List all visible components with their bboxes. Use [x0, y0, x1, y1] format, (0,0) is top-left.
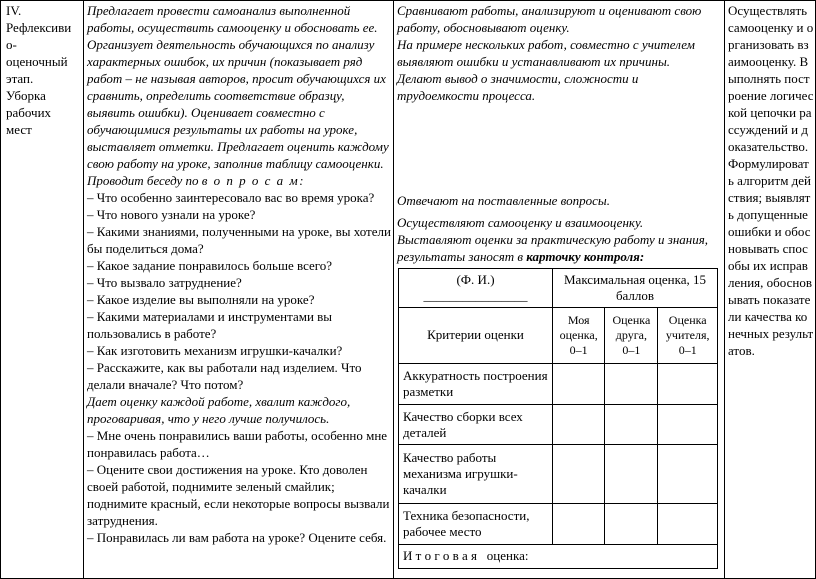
student-text: Осуществляют самооценку и взаимооценку. [397, 215, 644, 230]
question-item: – Какими знаниями, полученными на уроке, вы хотели бы поделиться дома? [87, 224, 391, 256]
score-cell[interactable] [553, 504, 605, 545]
control-card-table [398, 268, 718, 569]
score-cell[interactable] [605, 364, 658, 405]
question-item: – Что особенно заинтересовало вас во время урока? [87, 190, 375, 205]
criteria-row [399, 404, 718, 445]
max-score-cell: Максимальная оценка, 15 баллов [553, 269, 718, 308]
friend-score-header: Оценка друга, 0–1 [605, 307, 658, 364]
closing-item: – Оцените свои достижения на уроке. Кто доволен своей работой, поднимите зеленый смайлик; поднимите красный, если некоторые вопросы вызвали затруднения. [87, 462, 390, 528]
student-text: Отвечают на поставленные вопросы. [397, 193, 610, 208]
stage-line: Рефлексиви [6, 20, 72, 35]
score-cell[interactable] [658, 404, 718, 445]
uud-text: Осуществлять самооценку и организовать взаимооценку. Выполнять построение логической цепочки рассуждений и доказательство. Формулировать алгоритм действия; выявлять допущенные ошибки и обосновывать способы их исправления, обосновывать показатели качества конечных результатов. [728, 3, 814, 358]
stage-line: о- [6, 37, 17, 52]
control-card-columns-row [399, 307, 718, 364]
student-text: Сравнивают работы, анализируют и оценивают свою работу, обосновывают оценку. [397, 3, 702, 35]
score-cell[interactable] [553, 364, 605, 405]
stage-line: Уборка [6, 88, 46, 103]
conversation-prefix: Проводит беседу по [87, 173, 199, 188]
table-border-top [0, 0, 816, 1]
stage-line: рабочих [6, 105, 52, 120]
stage-line: IV. [6, 3, 22, 18]
criteria-label: Аккуратность построения разметки [399, 364, 553, 405]
stage-line: этап. [6, 71, 34, 86]
student-text: Делают вывод о значимости, сложности и трудоемкости процесса. [397, 71, 639, 103]
score-cell[interactable] [658, 364, 718, 405]
conversation-suffix: : [299, 173, 304, 188]
total-label: И т о г о в а я оценка: [399, 544, 718, 568]
criteria-label: Техника безопасности, рабочее место [399, 504, 553, 545]
question-item: – Какое задание понравилось больше всего? [87, 258, 333, 273]
score-cell[interactable] [553, 445, 605, 504]
student-text: На примере нескольких работ, совместно с учителем выявляют ошибки и устанавливают их причины. [397, 37, 695, 69]
score-cell[interactable] [605, 504, 658, 545]
question-item: – Расскажите, как вы работали над изделием. Что делали вначале? Что потом? [87, 360, 362, 392]
criteria-header: Критерии оценки [399, 307, 553, 364]
total-row [399, 544, 718, 568]
closing-item: – Понравилась ли вам работа на уроке? Оцените себя. [87, 530, 387, 545]
question-item: – Какими материалами и инструментами вы пользовались в работе? [87, 309, 333, 341]
fio-cell: (Ф. И.) ________________ [399, 269, 553, 308]
stage-cell [6, 2, 82, 138]
question-item: – Что нового узнали на уроке? [87, 207, 256, 222]
student-text-prefix: Выставляют оценки за практическую работу и знания, результаты заносят в [397, 232, 709, 264]
conversation-word: в о п р о с а м [201, 173, 300, 188]
question-item: – Как изготовить механизм игрушки-качалки? [87, 343, 343, 358]
student-text [397, 231, 721, 265]
criteria-row [399, 504, 718, 545]
control-card [398, 268, 718, 569]
criteria-row [399, 364, 718, 405]
control-card-header-row [399, 269, 718, 308]
closing-item: – Мне очень понравились ваши работы, особенно мне понравилась работа… [87, 428, 388, 460]
stage-line: мест [6, 122, 32, 137]
teacher-intro: Предлагает провести самоанализ выполненной работы, осуществить самооценку и обосновать ее. Организует деятельность обучающихся по анализу характерных ошибок, их причин (показывает ряд работ – не называя авторов, просит обучающихся их сравнить, определить соответствие образцу, выявить ошибки). Оценивает совместно с обучающимися результаты их работы на уроке, выставляет отметки. Предлагает оценить каждому свою работу на уроке, заполнив таблицу самооценки. [87, 3, 389, 171]
uud-cell [728, 2, 814, 359]
score-cell[interactable] [658, 445, 718, 504]
teacher-praise: Дает оценку каждой работе, хвалит каждого, проговаривая, что у него лучше получилось. [87, 394, 351, 426]
score-cell[interactable] [605, 404, 658, 445]
column-divider [83, 0, 84, 579]
student-activity-cell [397, 2, 721, 265]
score-cell[interactable] [553, 404, 605, 445]
table-border-left [0, 0, 1, 579]
criteria-label: Качество сборки всех деталей [399, 404, 553, 445]
criteria-label: Качество работы механизма игрушки-качалки [399, 445, 553, 504]
question-item: – Какое изделие вы выполняли на уроке? [87, 292, 315, 307]
column-divider [393, 0, 394, 579]
score-cell[interactable] [658, 504, 718, 545]
column-divider [724, 0, 725, 579]
teacher-activity-cell [87, 2, 391, 546]
conversation-intro [87, 172, 391, 189]
control-card-link-label: карточку контроля: [526, 249, 645, 264]
teacher-score-header: Оценка учителя, 0–1 [658, 307, 718, 364]
stage-line: оценочный [6, 54, 68, 69]
question-item: – Что вызвало затруднение? [87, 275, 242, 290]
self-score-header: Моя оценка, 0–1 [553, 307, 605, 364]
score-cell[interactable] [605, 445, 658, 504]
criteria-row [399, 445, 718, 504]
